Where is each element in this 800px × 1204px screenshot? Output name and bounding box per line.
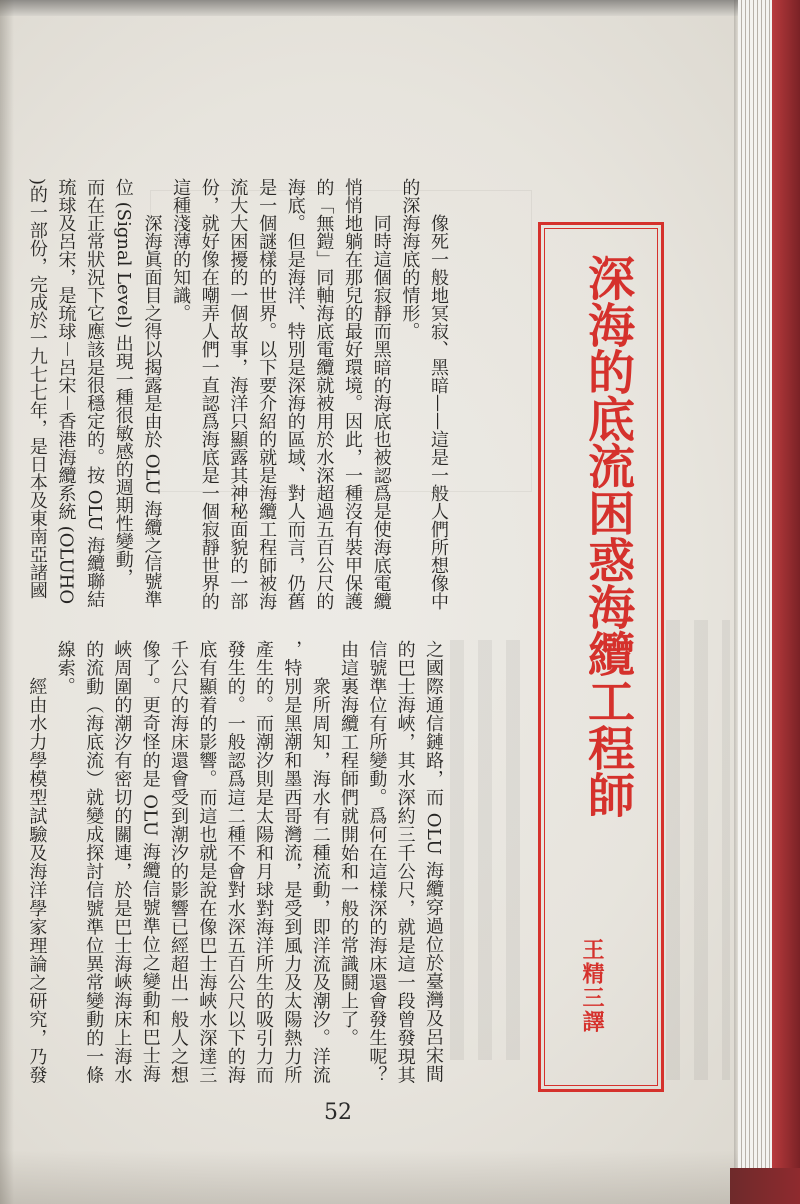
text-column: 的巴士海峽，其水深約三千公尺，就是這一段曾發現其 bbox=[394, 640, 416, 1084]
text-column: 線索。 bbox=[54, 640, 76, 696]
book-page-edges bbox=[738, 0, 772, 1204]
left-shadow bbox=[0, 0, 14, 1204]
text-column: 流大大困擾的一個故事，海洋只顯露其神秘面貌的一部 bbox=[227, 178, 249, 610]
text-column: 位 (Signal Level) 出現一種很敏感的週期性變動， bbox=[112, 178, 134, 587]
upper-text-block bbox=[22, 178, 452, 618]
text-column: 經由水力學模型試驗及海洋學家理論之研究，乃發 bbox=[26, 640, 48, 1084]
translator-credit: 王精三譯 bbox=[579, 938, 605, 1034]
text-column: 衆所周知，海水有二種流動，即洋流及潮汐。洋流 bbox=[309, 640, 331, 1084]
text-column: 千公尺的海床還會受到潮汐的影響已經超出一般人之想 bbox=[168, 640, 190, 1084]
page-number: 52 bbox=[324, 1100, 352, 1125]
lower-text-block bbox=[22, 640, 447, 1090]
text-column: 的「無鎧」同軸海底電纜就被用於水深超過五百公尺的 bbox=[313, 178, 335, 610]
text-column: 而在正常狀況下它應該是很穩定的。按 OLU 海纜聯結 bbox=[84, 178, 106, 609]
text-column: 份，就好像在嘲弄人們一直認爲海底是一個寂靜世界的 bbox=[198, 178, 220, 610]
text-column: 發生的。一般認爲這二種不會對水深五百公尺以下的海 bbox=[224, 640, 246, 1084]
text-column: 底有顯着的影響。而這也就是說在像巴士海峽水深達三 bbox=[196, 640, 218, 1084]
book-cover-corner bbox=[730, 1168, 800, 1204]
text-column: 同時這個寂靜而黑暗的海底也被認爲是使海底電纜 bbox=[370, 178, 392, 610]
text-column: 像了。更奇怪的是 OLU 海纜信號準位之變動和巴士海 bbox=[139, 640, 161, 1084]
top-shadow bbox=[0, 0, 800, 16]
show-through-text bbox=[666, 620, 730, 1080]
text-column: 琉球及呂宋，是琉球－呂宋－香港海纜系統 (OLUHO bbox=[55, 178, 77, 605]
text-column: 峽周圍的潮汐有密切的關連，於是巴士海峽海床上海水 bbox=[111, 640, 133, 1084]
book-cover-edge bbox=[772, 0, 800, 1204]
text-column: 信號準位有所變動。爲何在這樣深的海床還會發生呢？ bbox=[366, 640, 388, 1084]
article-title: 深海的底流困惑海纜工程師 bbox=[580, 254, 635, 818]
text-column: 產生的。而潮汐則是太陽和月球對海洋所生的吸引力而 bbox=[253, 640, 275, 1084]
text-column: 悄悄地躺在那兒的最好環境。因此，一種沒有裝甲保護 bbox=[342, 178, 364, 610]
text-column: ，特別是黑潮和墨西哥灣流，是受到風力及太陽熱力所 bbox=[281, 640, 303, 1084]
show-through-text bbox=[450, 640, 534, 1060]
text-column: 是一個謎樣的世界。以下要介紹的就是海纜工程師被海 bbox=[256, 178, 278, 610]
text-column: 海底。但是海洋、特別是深海的區域、對人而言，仍舊 bbox=[284, 178, 306, 610]
text-column: 由這裏海纜工程師們就開始和一般的常識鬪上了。 bbox=[338, 640, 360, 1047]
text-column: 深海眞面目之得以揭露是由於 OLU 海纜之信號準 bbox=[141, 178, 163, 609]
text-column: 的深海海底的情形。 bbox=[399, 178, 421, 340]
text-column: 之國際通信鏈路，而 OLU 海纜穿過位於臺灣及呂宋間 bbox=[423, 640, 444, 1084]
text-column: 這種淺薄的知識。 bbox=[170, 178, 192, 322]
text-column: 的流動（海底流）就變成探討信號準位異常變動的一條 bbox=[83, 640, 105, 1084]
text-column: 像死一般地冥寂、黑暗——這是一般人們所想像中 bbox=[428, 178, 449, 610]
bottom-shadow bbox=[0, 1150, 740, 1204]
text-column: )的一部份，完成於一九七七年，是日本及東南亞諸國 bbox=[26, 178, 48, 600]
